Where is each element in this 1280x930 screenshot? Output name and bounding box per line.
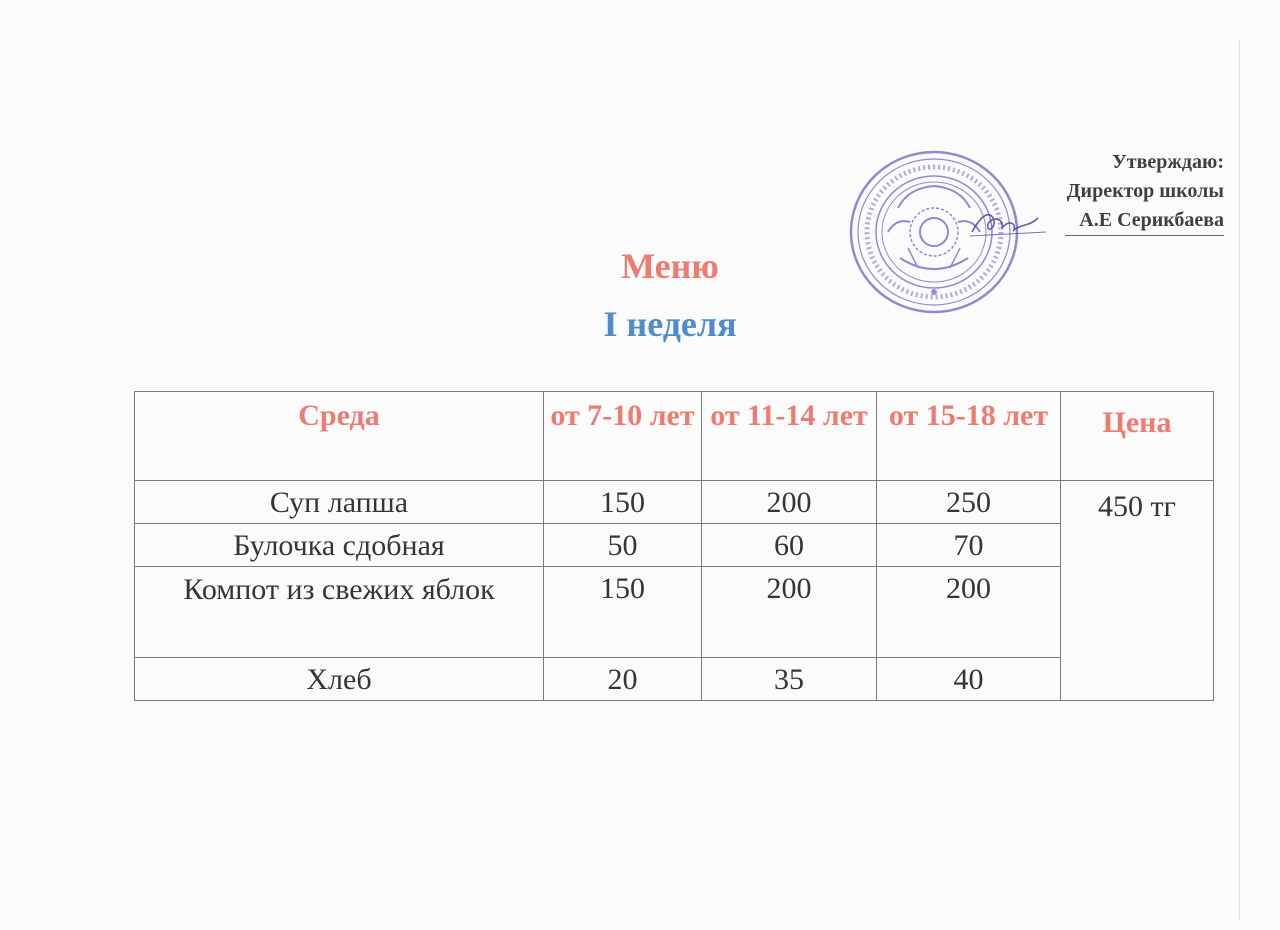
portion-15-18: 200 [877,567,1061,658]
portion-7-10: 50 [544,524,702,567]
header-age-7-10: от 7-10 лет [544,392,702,481]
director-title: Директор школы [1066,180,1224,202]
header-price: Цена [1061,392,1214,481]
menu-table [134,391,1214,701]
menu-title: Меню [621,246,719,286]
portion-15-18: 40 [877,658,1061,701]
portion-11-14: 35 [702,658,877,701]
portion-7-10: 20 [544,658,702,701]
portion-11-14: 200 [702,567,877,658]
signature-icon [968,206,1048,240]
page-edge-line [1239,40,1240,920]
header-age-11-14: от 11-14 лет [702,392,877,481]
portion-15-18: 70 [877,524,1061,567]
dish-name: Булочка сдобная [135,524,544,567]
portion-11-14: 200 [702,481,877,524]
approval-label: Утверждаю: [1112,151,1224,173]
table-row [135,524,1214,567]
dish-name: Хлеб [135,658,544,701]
header-day: Среда [135,392,544,481]
table-header-row [135,392,1214,481]
portion-7-10: 150 [544,567,702,658]
week-title: I неделя [603,304,737,344]
table-row [135,567,1214,658]
portion-11-14: 60 [702,524,877,567]
dish-name: Компот из свежих яблок [135,567,544,658]
portion-15-18: 250 [877,481,1061,524]
table-row [135,481,1214,524]
approval-block [1065,148,1224,236]
dish-name: Суп лапша [135,481,544,524]
header-age-15-18: от 15-18 лет [877,392,1061,481]
price-cell: 450 тг [1061,481,1214,701]
table-row [135,658,1214,701]
portion-7-10: 150 [544,481,702,524]
director-name: А.Е Серикбаева [1065,206,1224,236]
